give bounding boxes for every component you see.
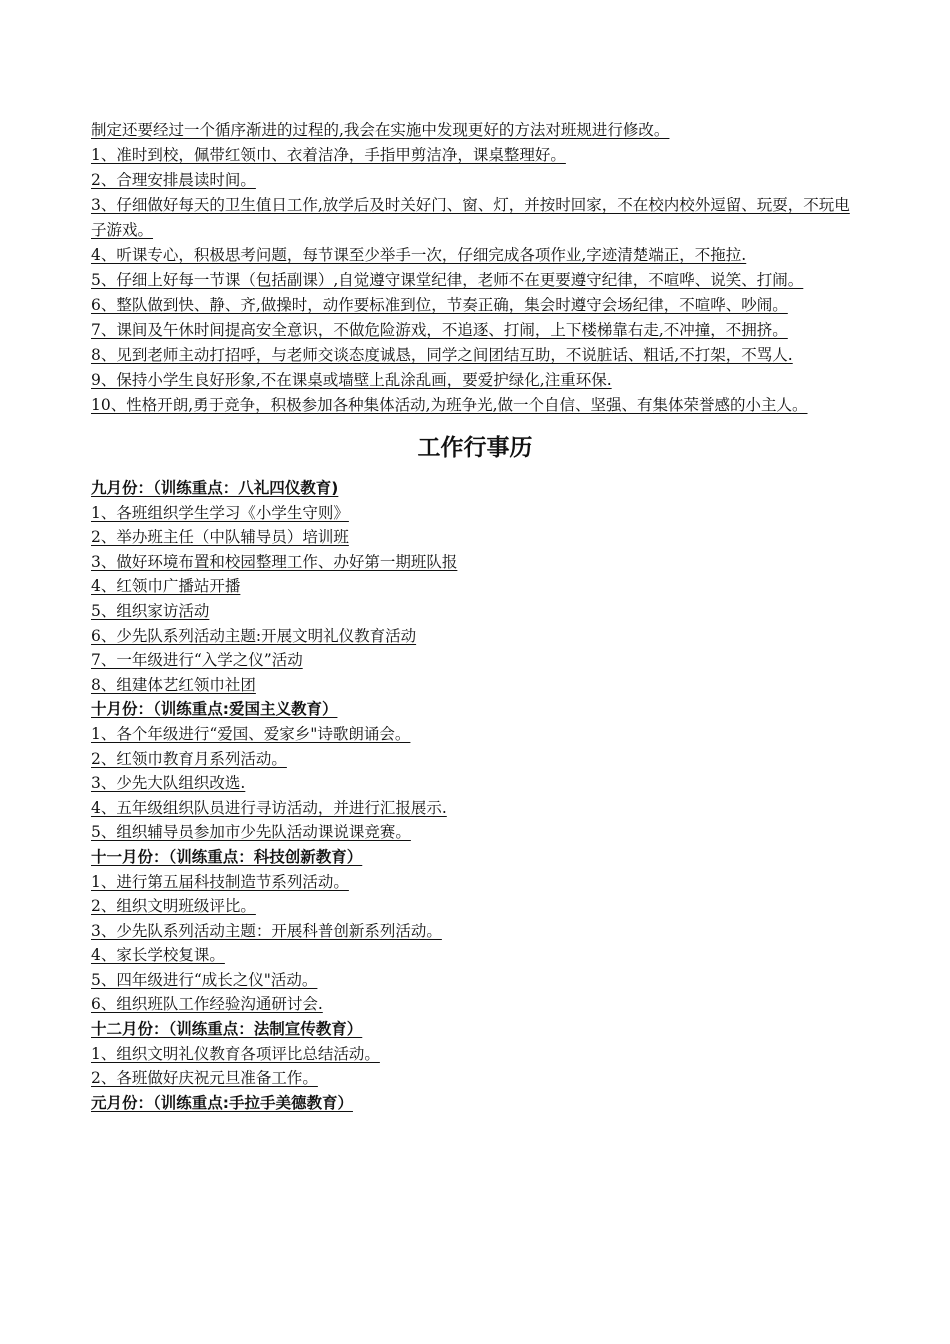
rule-item: 5、仔细上好每一节课（包括副课）,自觉遵守课堂纪律，老师不在更要遵守纪律，不喧哗、说笑、打闹。 — [91, 271, 804, 289]
month-heading: 九月份：（训练重点：八礼四仪教育) — [91, 479, 339, 497]
list-item: 1、各个年级进行“爱国、爱家乡"诗歌朗诵会。 — [91, 724, 411, 743]
rule-item: 1、准时到校，佩带红领巾、衣着洁净，手指甲剪洁净，课桌整理好。 — [91, 146, 566, 164]
month-september — [91, 476, 859, 697]
list-item: 6、少先队系列活动主题:开展文明礼仪教育活动 — [91, 626, 417, 645]
class-rules-list — [91, 143, 859, 418]
list-item: 4、家长学校复课。 — [91, 946, 225, 965]
rule-item: 6、整队做到快、静、齐,做操时，动作要标准到位，节奏正确，集会时遵守会场纪律，不喧哗、吵闹。 — [91, 296, 788, 314]
month-december — [91, 1017, 859, 1091]
list-item: 7、一年级进行“入学之仪”活动 — [91, 651, 303, 670]
rule-item: 4、听课专心，积极思考问题，每节课至少举手一次，仔细完成各项作业,字迹清楚端正，不拖拉. — [91, 246, 747, 264]
rule-item: 8、见到老师主动打招呼，与老师交谈态度诚恳，同学之间团结互助，不说脏话、粗话,不打架，不骂人. — [91, 346, 793, 364]
month-heading: 十一月份：（训练重点：科技创新教育） — [91, 847, 363, 866]
list-item: 3、少先队系列活动主题：开展科普创新系列活动。 — [91, 921, 442, 940]
list-item: 3、做好环境布置和校园整理工作、办好第一期班队报 — [91, 552, 458, 571]
list-item: 4、五年级组织队员进行寻访活动，并进行汇报展示. — [91, 798, 447, 817]
month-january — [91, 1091, 859, 1116]
list-item: 3、少先大队组织改选. — [91, 774, 246, 793]
month-heading: 十二月份：（训练重点：法制宣传教育） — [91, 1020, 363, 1039]
month-heading: 十月份：（训练重点:爱国主义教育） — [91, 700, 338, 719]
list-item: 2、红领巾教育月系列活动。 — [91, 749, 287, 768]
month-heading: 元月份：（训练重点:手拉手美德教育） — [91, 1093, 353, 1112]
document-page — [91, 118, 859, 1115]
list-item: 1、进行第五届科技制造节系列活动。 — [91, 872, 349, 891]
month-october — [91, 697, 859, 845]
list-item: 2、组织文明班级评比。 — [91, 897, 256, 916]
rule-item: 3、仔细做好每天的卫生值日工作,放学后及时关好门、窗、灯，并按时回家，不在校内校外逗留、玩耍，不玩电子游戏。 — [91, 196, 850, 239]
rule-item: 10、性格开朗,勇于竞争，积极参加各种集体活动,为班争光,做一个自信、坚强、有集体荣誉感的小主人。 — [91, 396, 808, 414]
list-item: 2、各班做好庆祝元旦准备工作。 — [91, 1069, 318, 1088]
list-item: 6、组织班队工作经验沟通研讨会. — [91, 995, 323, 1014]
list-item: 5、四年级进行“成长之仪"活动。 — [91, 970, 318, 989]
month-november — [91, 845, 859, 1017]
list-item: 1、组织文明礼仪教育各项评比总结活动。 — [91, 1044, 380, 1063]
list-item: 5、组织家访活动 — [91, 601, 210, 620]
list-item: 2、举办班主任（中队辅导员）培训班 — [91, 528, 349, 547]
rule-item: 7、课间及午休时间提高安全意识，不做危险游戏，不追逐、打闹，上下楼梯靠右走,不冲撞，不拥挤。 — [91, 321, 788, 339]
section-title: 工作行事历 — [417, 435, 533, 461]
list-item: 5、组织辅导员参加市少先队活动课说课竞赛。 — [91, 823, 411, 842]
list-item: 1、各班组织学生学习《小学生守则》 — [91, 503, 349, 522]
list-item: 4、红领巾广播站开播 — [91, 577, 241, 596]
rule-item: 2、合理安排晨读时间。 — [91, 171, 256, 189]
intro-paragraph: 制定还要经过一个循序渐进的过程的,我会在实施中发现更好的方法对班规进行修改。 — [91, 121, 670, 139]
list-item: 8、组建体艺红领巾社团 — [91, 675, 256, 694]
rule-item: 9、保持小学生良好形象,不在课桌或墙壁上乱涂乱画，要爱护绿化,注重环保. — [91, 371, 612, 389]
